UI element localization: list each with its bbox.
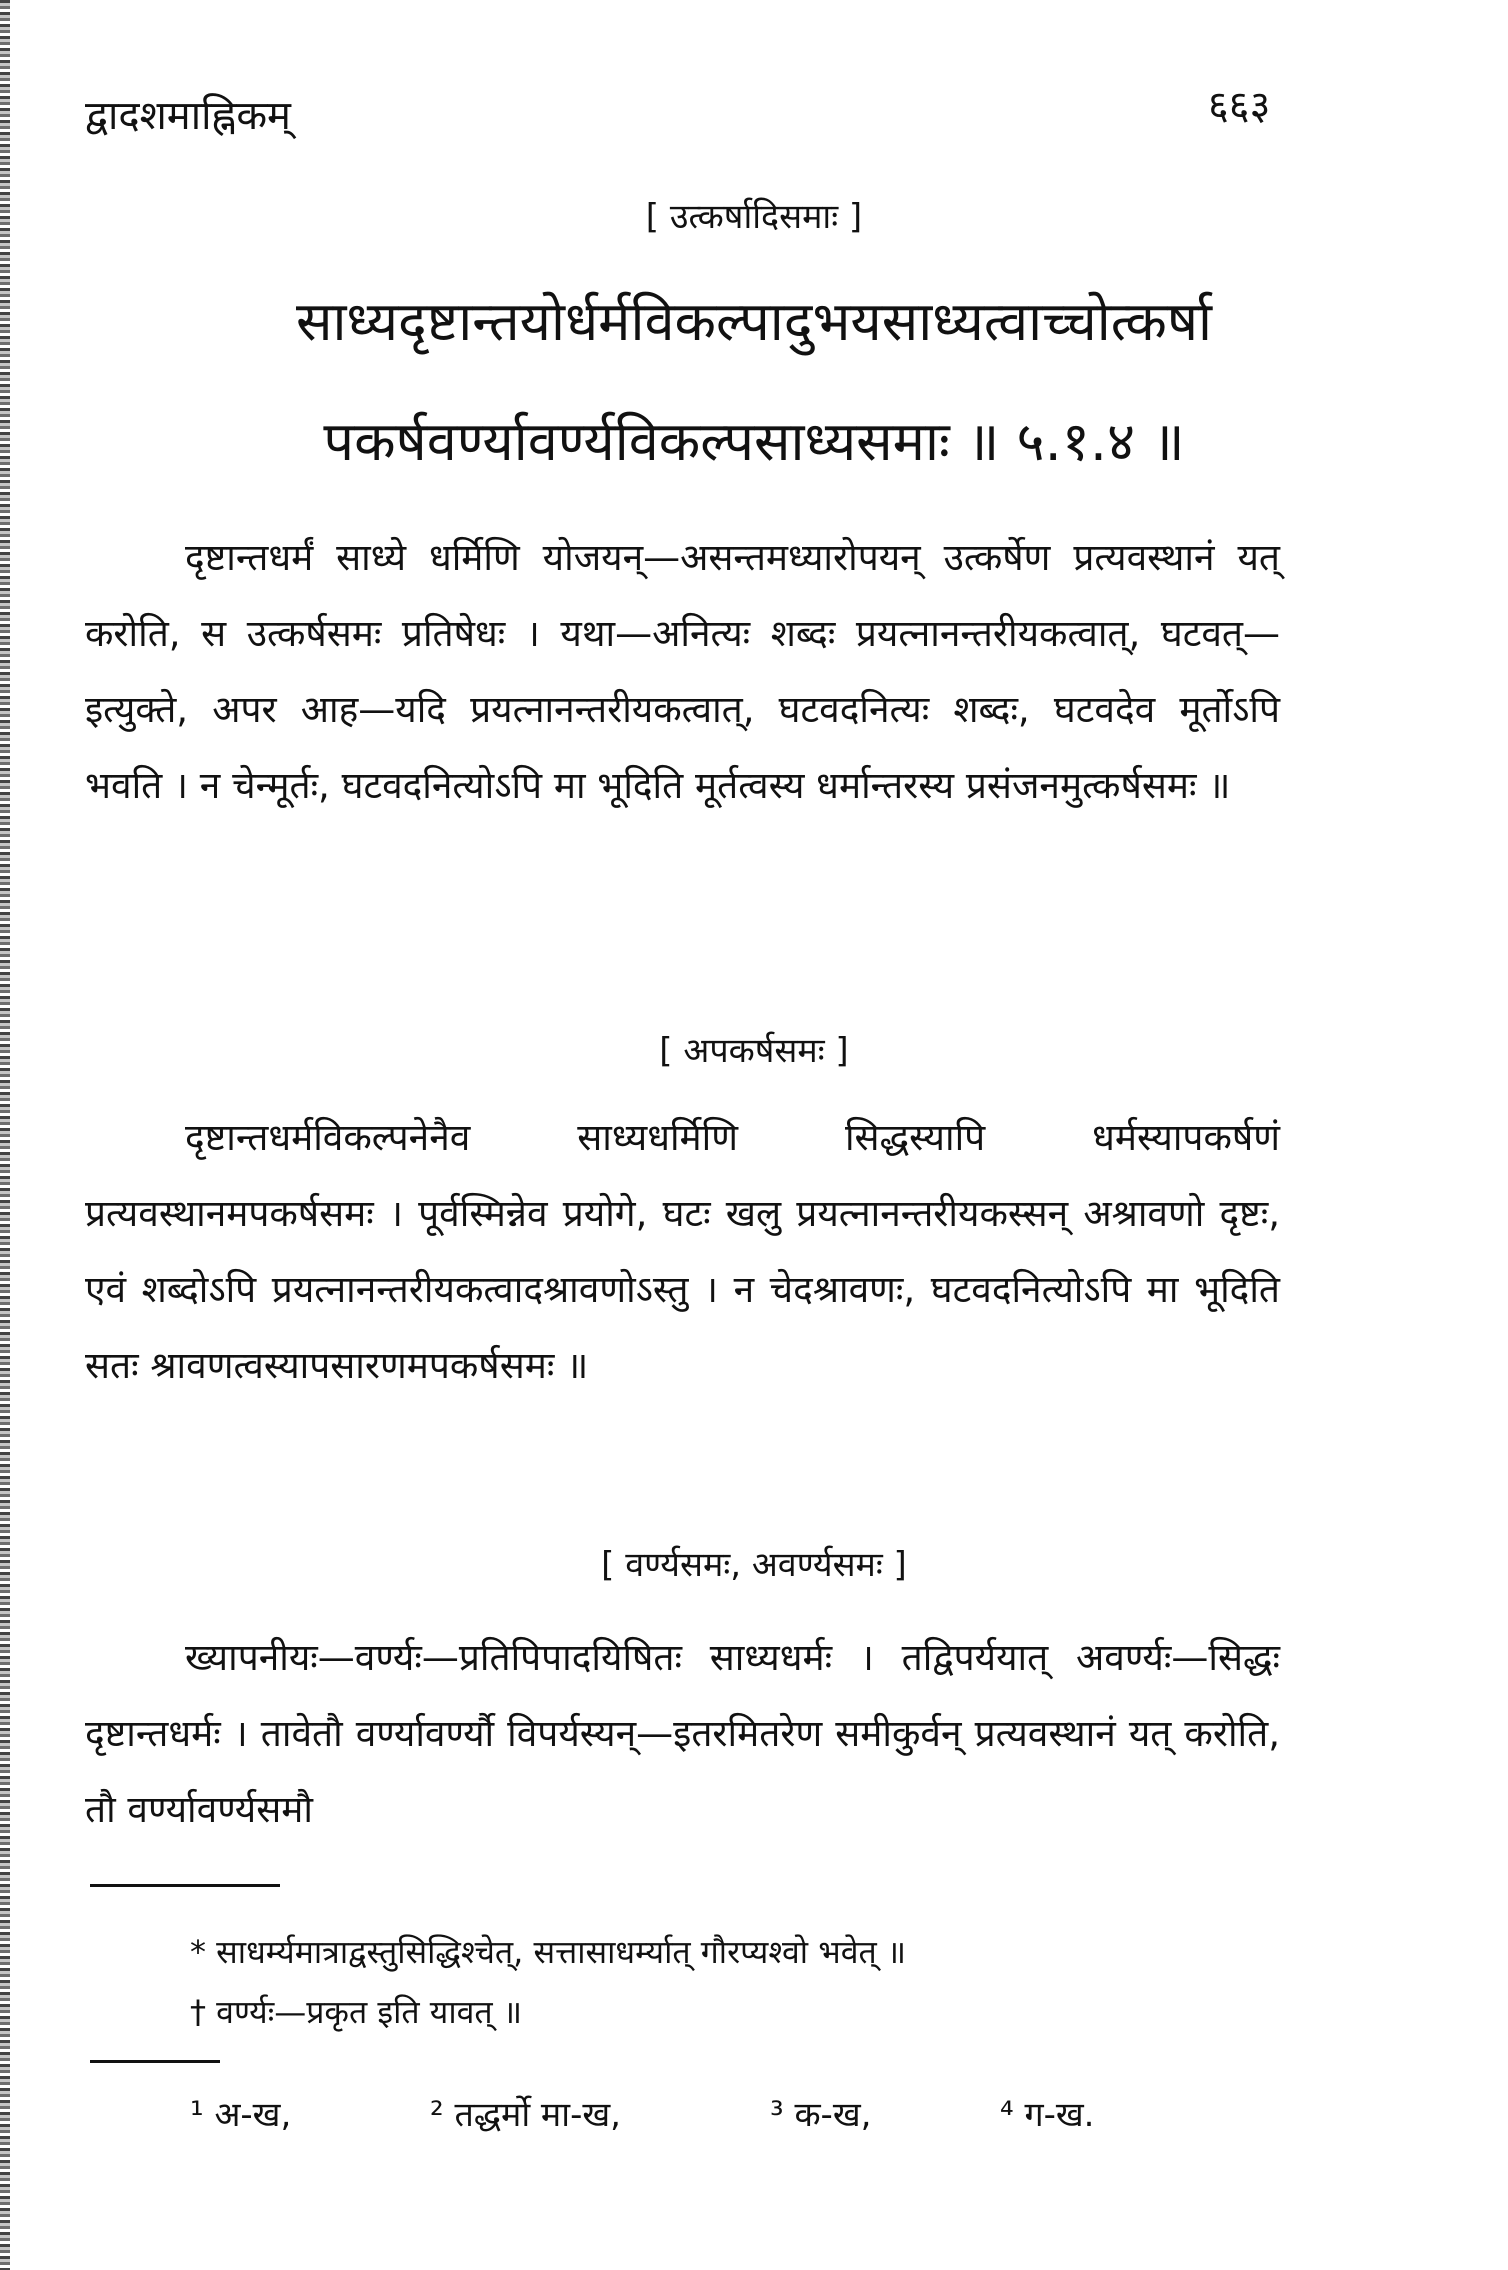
page-number: ६६३ (1208, 83, 1271, 129)
section-heading-utkarsha: [ उत्कर्षादिसमाः ] (645, 197, 863, 237)
footnote-rule (90, 1884, 280, 1887)
variant-rule (90, 2060, 220, 2063)
footnote-dagger: † वर्ण्यः—प्रकृत इति यावत् ॥ (190, 1993, 523, 2031)
variant-readings (0, 2090, 1508, 2150)
sutra-line-2: पकर्षवर्ण्यावर्ण्यविकल्पसाध्यसमाः ॥ ५.१.४ ॥ (323, 410, 1185, 473)
section-heading-apakarsha: [ अपकर्षसमः ] (659, 1031, 849, 1071)
paragraph-apakarsha: दृष्टान्तधर्मविकल्पनेनैव साध्यधर्मिणि सिद्धस्यापि धर्मस्यापकर्षणं प्रत्यवस्थानमपकर्षसमः । पूर्वस्मिन्नेव प्रयोगे, घटः खलु प्रयत्नानन्तरीयकस्सन् अश्रावणो दृष्टः, एवं शब्दोऽपि प्रयत्नानन्तरीयकत्वादश्रावणोऽस्तु । न चेदश्रावणः, घटवदनित्योऽपि मा भूदिति सतः श्रावणत्वस्यापसारणमपकर्षसमः ॥ (85, 1116, 1280, 1387)
running-head: द्वादशमाह्निकम् (85, 93, 291, 139)
footnote-star: * साधर्म्यमात्राद्वस्तुसिद्धिश्चेत्, सत्तासाधर्म्यात् गौरप्यश्वो भवेत् ॥ (190, 1933, 907, 1971)
paragraph-utkarsha: दृष्टान्तधर्मं साध्ये धर्मिणि योजयन्—असन्तमध्यारोपयन् उत्कर्षेण प्रत्यवस्थानं यत् करोति, स उत्कर्षसमः प्रतिषेधः । यथा—अनित्यः शब्दः प्रयत्नानन्तरीयकत्वात्, घटवत्—इत्युक्ते, अपर आह—यदि प्रयत्नानन्तरीयकत्वात्, घटवदनित्यः शब्दः, घटवदेव मूर्तोऽपि भवति । न चेन्मूर्तः, घटवदनित्योऽपि मा भूदिति मूर्तत्वस्य धर्मान्तरस्य प्रसंजनमुत्कर्षसमः ॥ (85, 536, 1280, 807)
variant-reading-2: ² तद्धर्मो मा-ख, (430, 2095, 621, 2135)
variant-reading-1: ¹ अ-ख, (190, 2095, 292, 2135)
variant-reading-4: ⁴ ग-ख. (1000, 2095, 1095, 2135)
paragraph-varnya: ख्यापनीयः—वर्ण्यः—प्रतिपिपादयिषितः साध्यधर्मः । तद्विपर्ययात् अवर्ण्यः—सिद्धः दृष्टान्तधर्मः । तावेतौ वर्ण्यावर्ण्यौ विपर्यस्यन्—इतरमितरेण समीकुर्वन् प्रत्यवस्थानं यत् करोति, तौ वर्ण्यावर्ण्यसमौ (85, 1636, 1280, 1831)
section-heading-varnya: [ वर्ण्यसमः, अवर्ण्यसमः ] (601, 1545, 907, 1585)
variant-reading-3: ³ क-ख, (770, 2095, 872, 2135)
sutra-line-1: साध्यदृष्टान्तयोर्धर्मविकल्पादुभयसाध्यत्वाच्चोत्कर्षा (295, 290, 1213, 353)
